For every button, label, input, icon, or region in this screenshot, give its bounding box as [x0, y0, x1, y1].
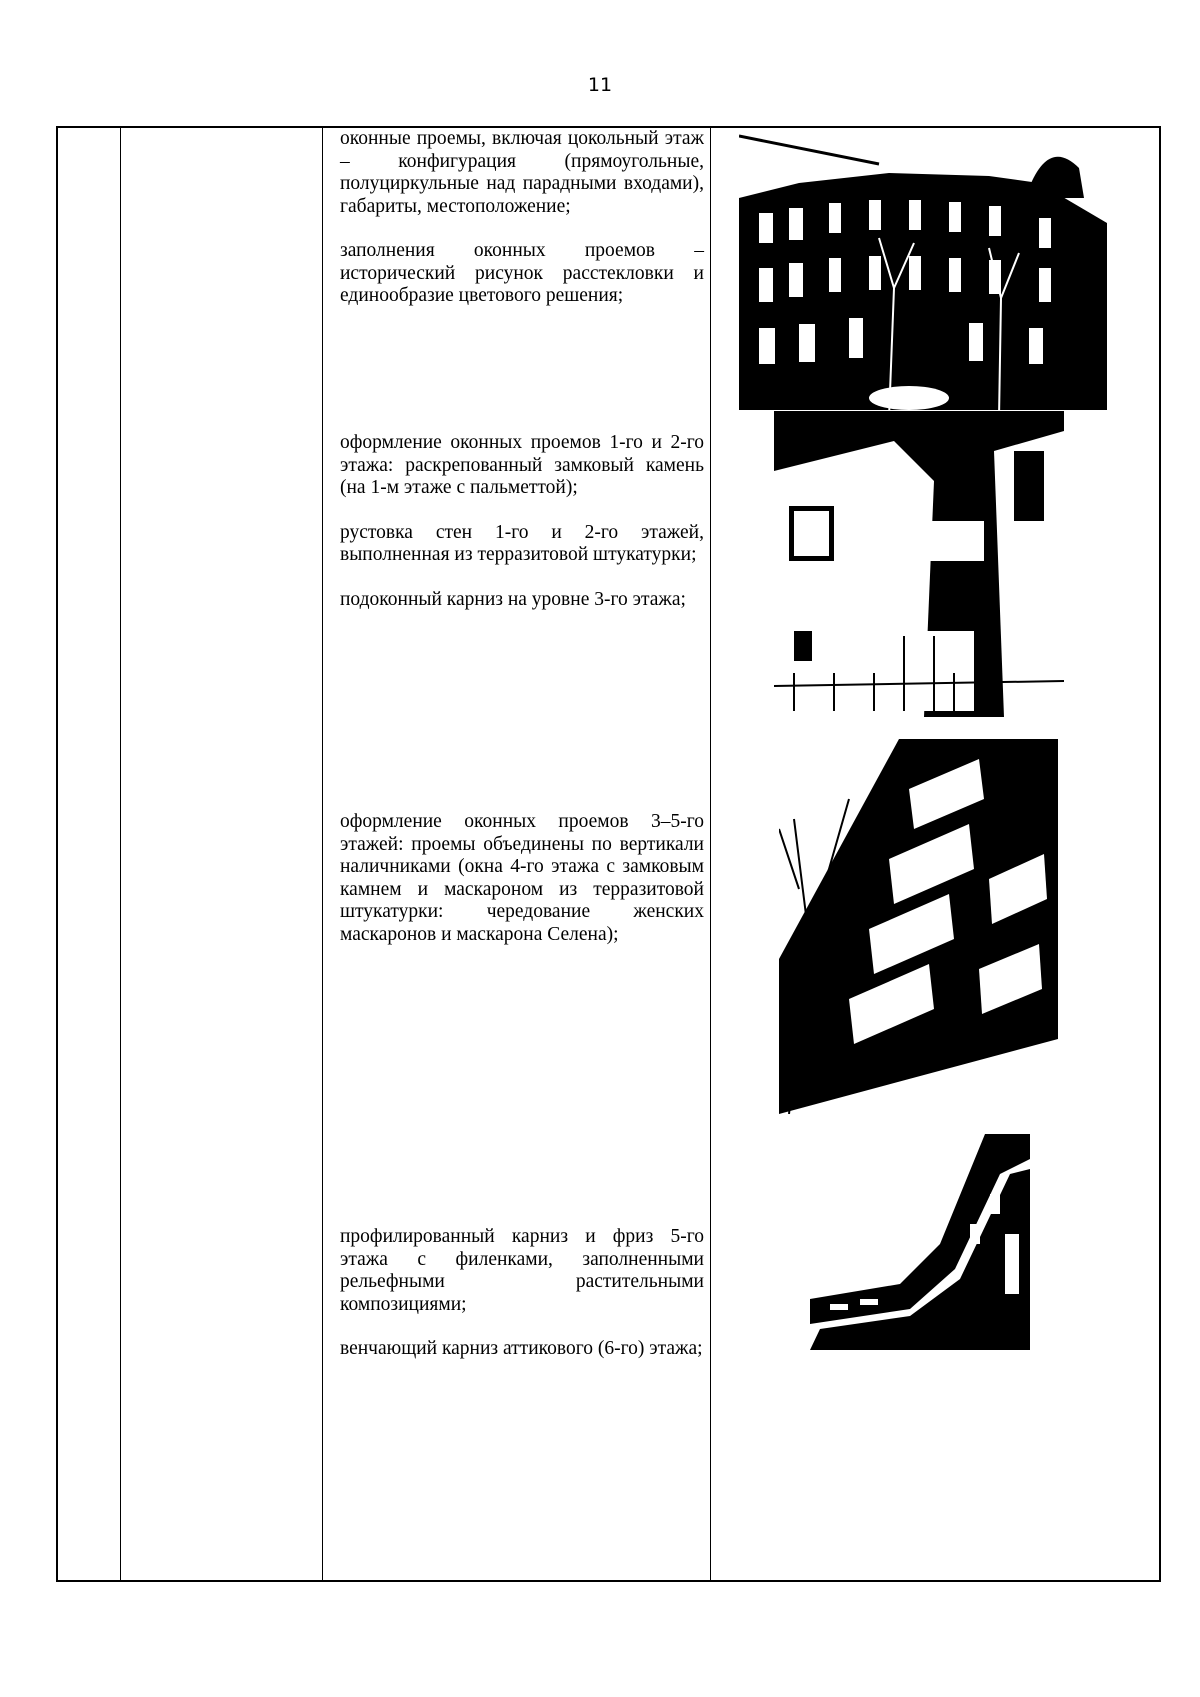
page-number: 11 [587, 74, 613, 96]
upper-floors-photo [779, 739, 1058, 1114]
row-text: профилированный карниз и фриз 5-го этажа с филенками, заполненными рельефными растительными композициями; [340, 1226, 704, 1315]
column-divider [120, 128, 121, 1580]
table-row [340, 128, 704, 330]
row-text: оформление оконных проемов 1-го и 2-го этажа: раскрепованный замковый камень (на 1-м этаже с пальметтой); [340, 432, 704, 498]
table-frame [56, 126, 1161, 1582]
row-text: заполнения оконных проемов – исторический рисунок расстекловки и единообразие цветового решения; [340, 240, 704, 306]
cornice-photo [810, 1134, 1030, 1350]
row-text: оформление оконных проемов 3–5-го этажей: проемы объединены по вертикали наличниками (окна 4-го этажа с замковым камнем и маскароном из терразитовой штукатурки: чередование женских маскаронов и маскарона Селена); [340, 811, 704, 945]
building-facade-photo [739, 128, 1107, 422]
row-text: подоконный карниз на уровне 3-го этажа; [340, 588, 686, 610]
row-text: венчающий карниз аттикового (6-го) этажа; [340, 1338, 703, 1359]
row-text: рустовка стен 1-го и 2-го этажей, выполненная из терразитовой штукатурки; [340, 521, 704, 565]
table-row [340, 811, 704, 968]
column-divider [710, 128, 711, 1580]
row-text: оконные проемы, включая цокольный этаж – конфигурация (прямоугольные, полуциркульные над парадными входами), габариты, местоположение; [340, 128, 704, 217]
column-divider [322, 128, 323, 1580]
table-row [340, 432, 704, 633]
first-floor-photo [774, 411, 1064, 717]
table-row [340, 1226, 704, 1383]
